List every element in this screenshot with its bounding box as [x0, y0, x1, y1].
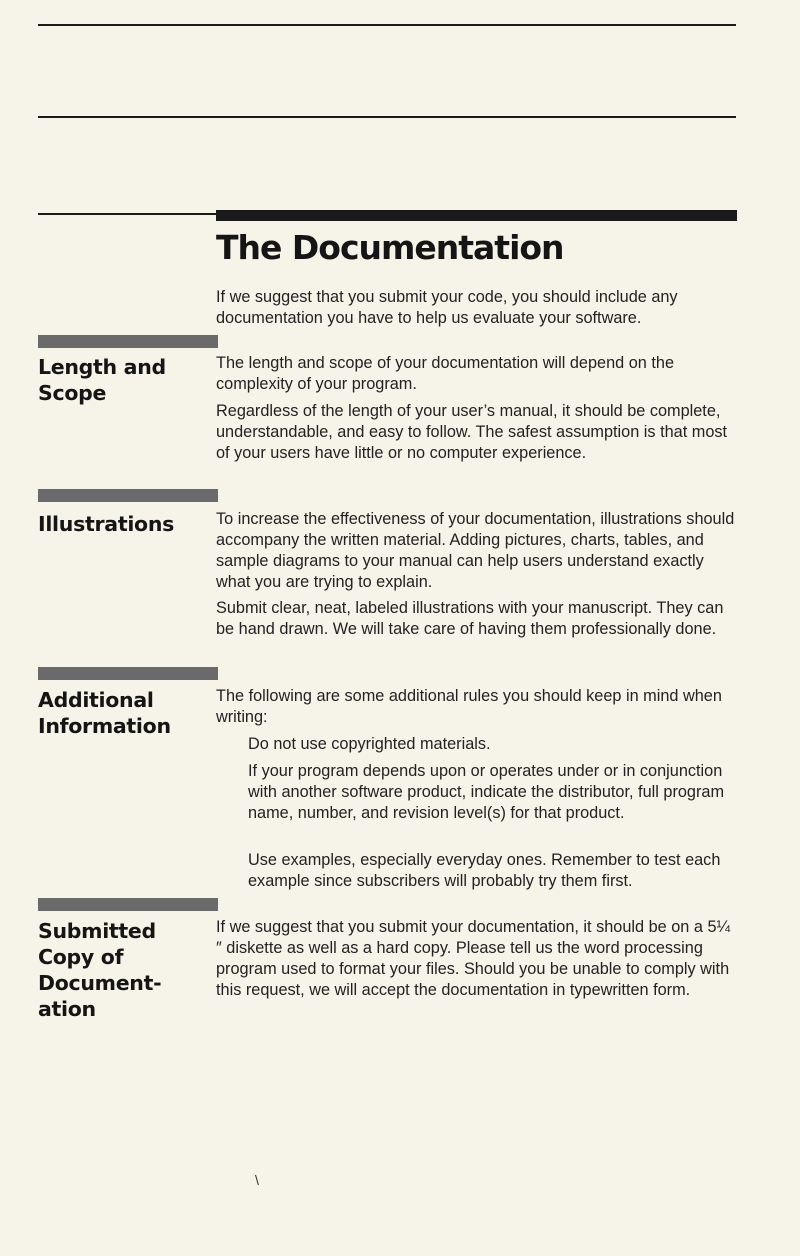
intro-paragraph: If we suggest that you submit your code, you should include any documentation you have to help us evaluate your software.: [216, 288, 678, 327]
length-paragraph-2: Regardless of the length of your user’s manual, it should be complete, understandable, and easy to follow. The safest assumption is that most of your users have little or no computer experience.: [216, 402, 728, 462]
length-paragraph-1: The length and scope of your documentation will depend on the complexity of your program.: [216, 354, 674, 393]
stray-mark: \: [255, 1172, 259, 1188]
section-heading-illustrations: Illustrations: [38, 512, 175, 536]
rule-item: Do not use copyrighted materials.: [248, 735, 491, 753]
title-thin-rule: [38, 213, 218, 215]
illustrations-paragraph-2: Submit clear, neat, labeled illustrations with your manuscript. They can be hand drawn. We will take care of having them professionally done.: [216, 599, 724, 638]
section-heading-length-scope: Length and Scope: [38, 355, 166, 405]
top-rule-2: [38, 116, 736, 118]
top-rule-1: [38, 24, 736, 26]
section-divider-additional: [38, 667, 218, 680]
section-divider-illustrations: [38, 489, 218, 502]
section-heading-submitted-copy: Submitted Copy of Document- ation: [38, 919, 162, 1021]
page-title: The Documentation: [216, 228, 564, 267]
section-divider-submitted: [38, 898, 218, 911]
title-thick-rule: [216, 210, 737, 221]
additional-paragraph-1: The following are some additional rules you should keep in mind when writing:: [216, 687, 722, 726]
section-divider-length: [38, 335, 218, 348]
rule-item: If your program depends upon or operates under or in conjunction with another software product, indicate the distributor, full program name, number, and revision level(s) for that product.: [248, 762, 725, 822]
rule-item: Use examples, especially everyday ones. Remember to test each example since subscribers will probably try them first.: [248, 851, 721, 890]
illustrations-paragraph-1: To increase the effectiveness of your documentation, illustrations should accompany the written material. Adding pictures, charts, tables, and sample diagrams to your manual can help users understand exactly what you are trying to explain.: [216, 510, 735, 591]
submitted-paragraph: If we suggest that you submit your documentation, it should be on a 5¼ ″ diskette as well as a hard copy. Please tell us the word processing program used to format your files. Should you be unable to comply with this request, we will accept the documentation in typewritten form.: [216, 918, 731, 999]
section-heading-additional-info: Additional Information: [38, 688, 171, 738]
